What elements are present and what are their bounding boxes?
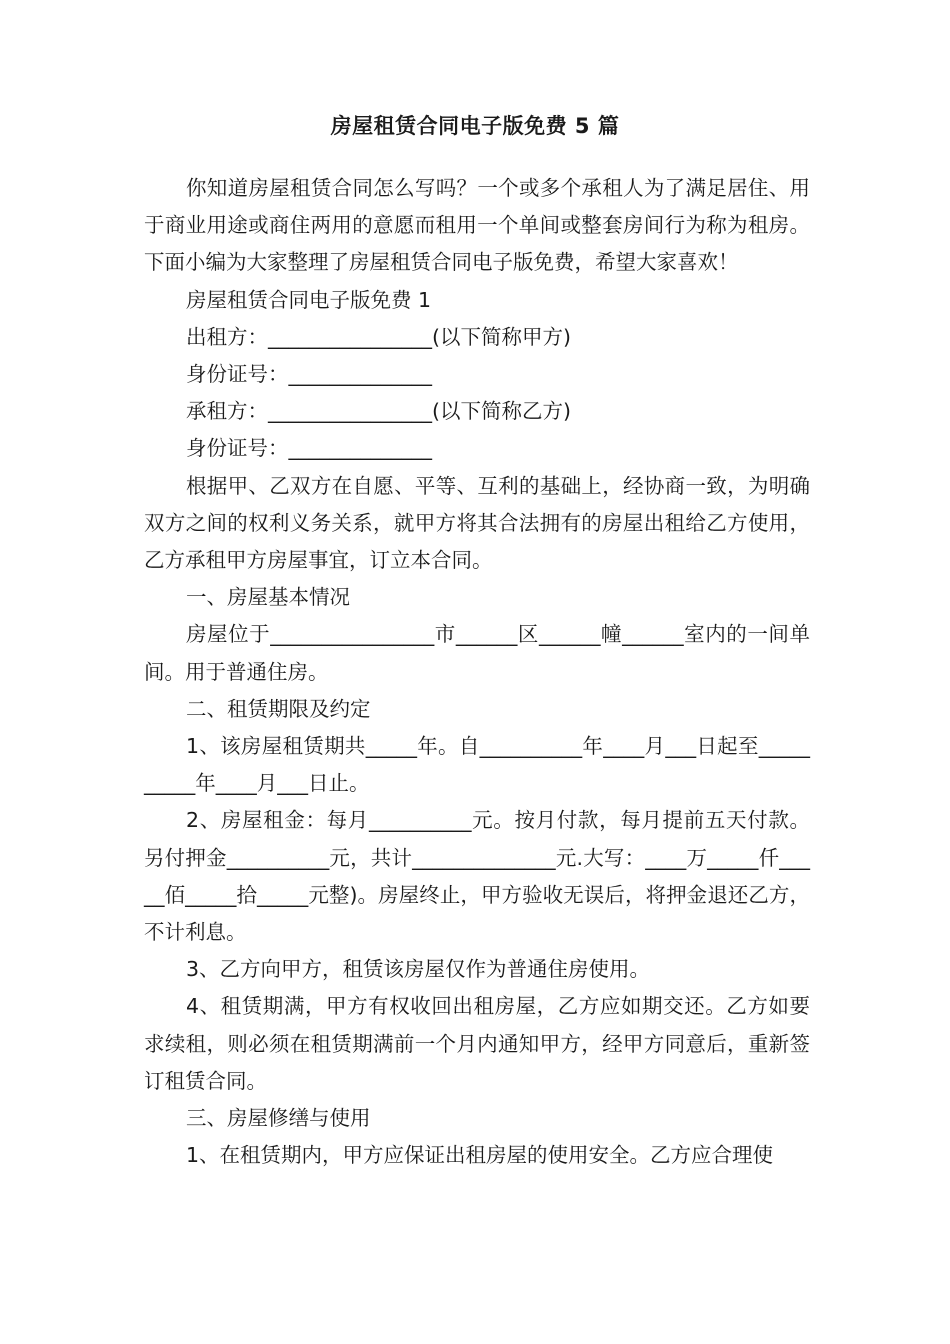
intro-paragraph: 你知道房屋租赁合同怎么写吗？一个或多个承租人为了满足居住、用于商业用途或商住两用的意愿而租用一个单间或整套房间行为称为租房。下面小编为大家整理了房屋租赁合同电子版免费，希望大家喜欢！ [144, 176, 810, 275]
clause-repair: 1、在租赁期内，甲方应保证出租房屋的使用安全。乙方应合理使 [186, 1143, 774, 1168]
house-location-paragraph: 房屋位于________________市______区______幢______室内的一间单间。用于普通住房。 [144, 622, 810, 684]
contract-heading: 房屋租赁合同电子版免费 1 [186, 287, 432, 312]
clause-usage: 3、乙方向甲方，租赁该房屋仅作为普通住房使用。 [186, 957, 651, 982]
section-heading-3: 三、房屋修缮与使用 [186, 1106, 371, 1131]
clause-rent: 2、房屋租金：每月__________元。按月付款，每月提前五天付款。另付押金__________元，共计______________元.大写：____万_____仟_____佰_____拾_____元整)。房屋终止，甲方验收无误后，将押金退还乙方，不计利息。 [144, 808, 810, 945]
lessee-line: 承租方：________________(以下简称乙方) [186, 399, 571, 424]
clause-term: 1、该房屋租赁期共_____年。自__________年____月___日起至__________年____月___日止。 [144, 734, 810, 796]
clause-renewal: 4、租赁期满，甲方有权收回出租房屋，乙方应如期交还。乙方如要求续租，则必须在租赁期满前一个月内通知甲方，经甲方同意后，重新签订租赁合同。 [144, 994, 810, 1093]
document-body [144, 170, 810, 1174]
section-heading-2: 二、租赁期限及约定 [186, 696, 371, 721]
section-heading-1: 一、房屋基本情况 [186, 585, 350, 610]
document-title: 房屋租赁合同电子版免费 5 篇 [330, 114, 620, 138]
lessor-line: 出租方：________________(以下简称甲方) [186, 324, 571, 349]
lessor-id-line: 身份证号：______________ [186, 362, 432, 387]
lessee-id-line: 身份证号：______________ [186, 436, 432, 461]
preamble-paragraph: 根据甲、乙双方在自愿、平等、互利的基础上，经协商一致，为明确双方之间的权利义务关系，就甲方将其合法拥有的房屋出租给乙方使用，乙方承租甲方房屋事宜，订立本合同。 [144, 473, 810, 573]
